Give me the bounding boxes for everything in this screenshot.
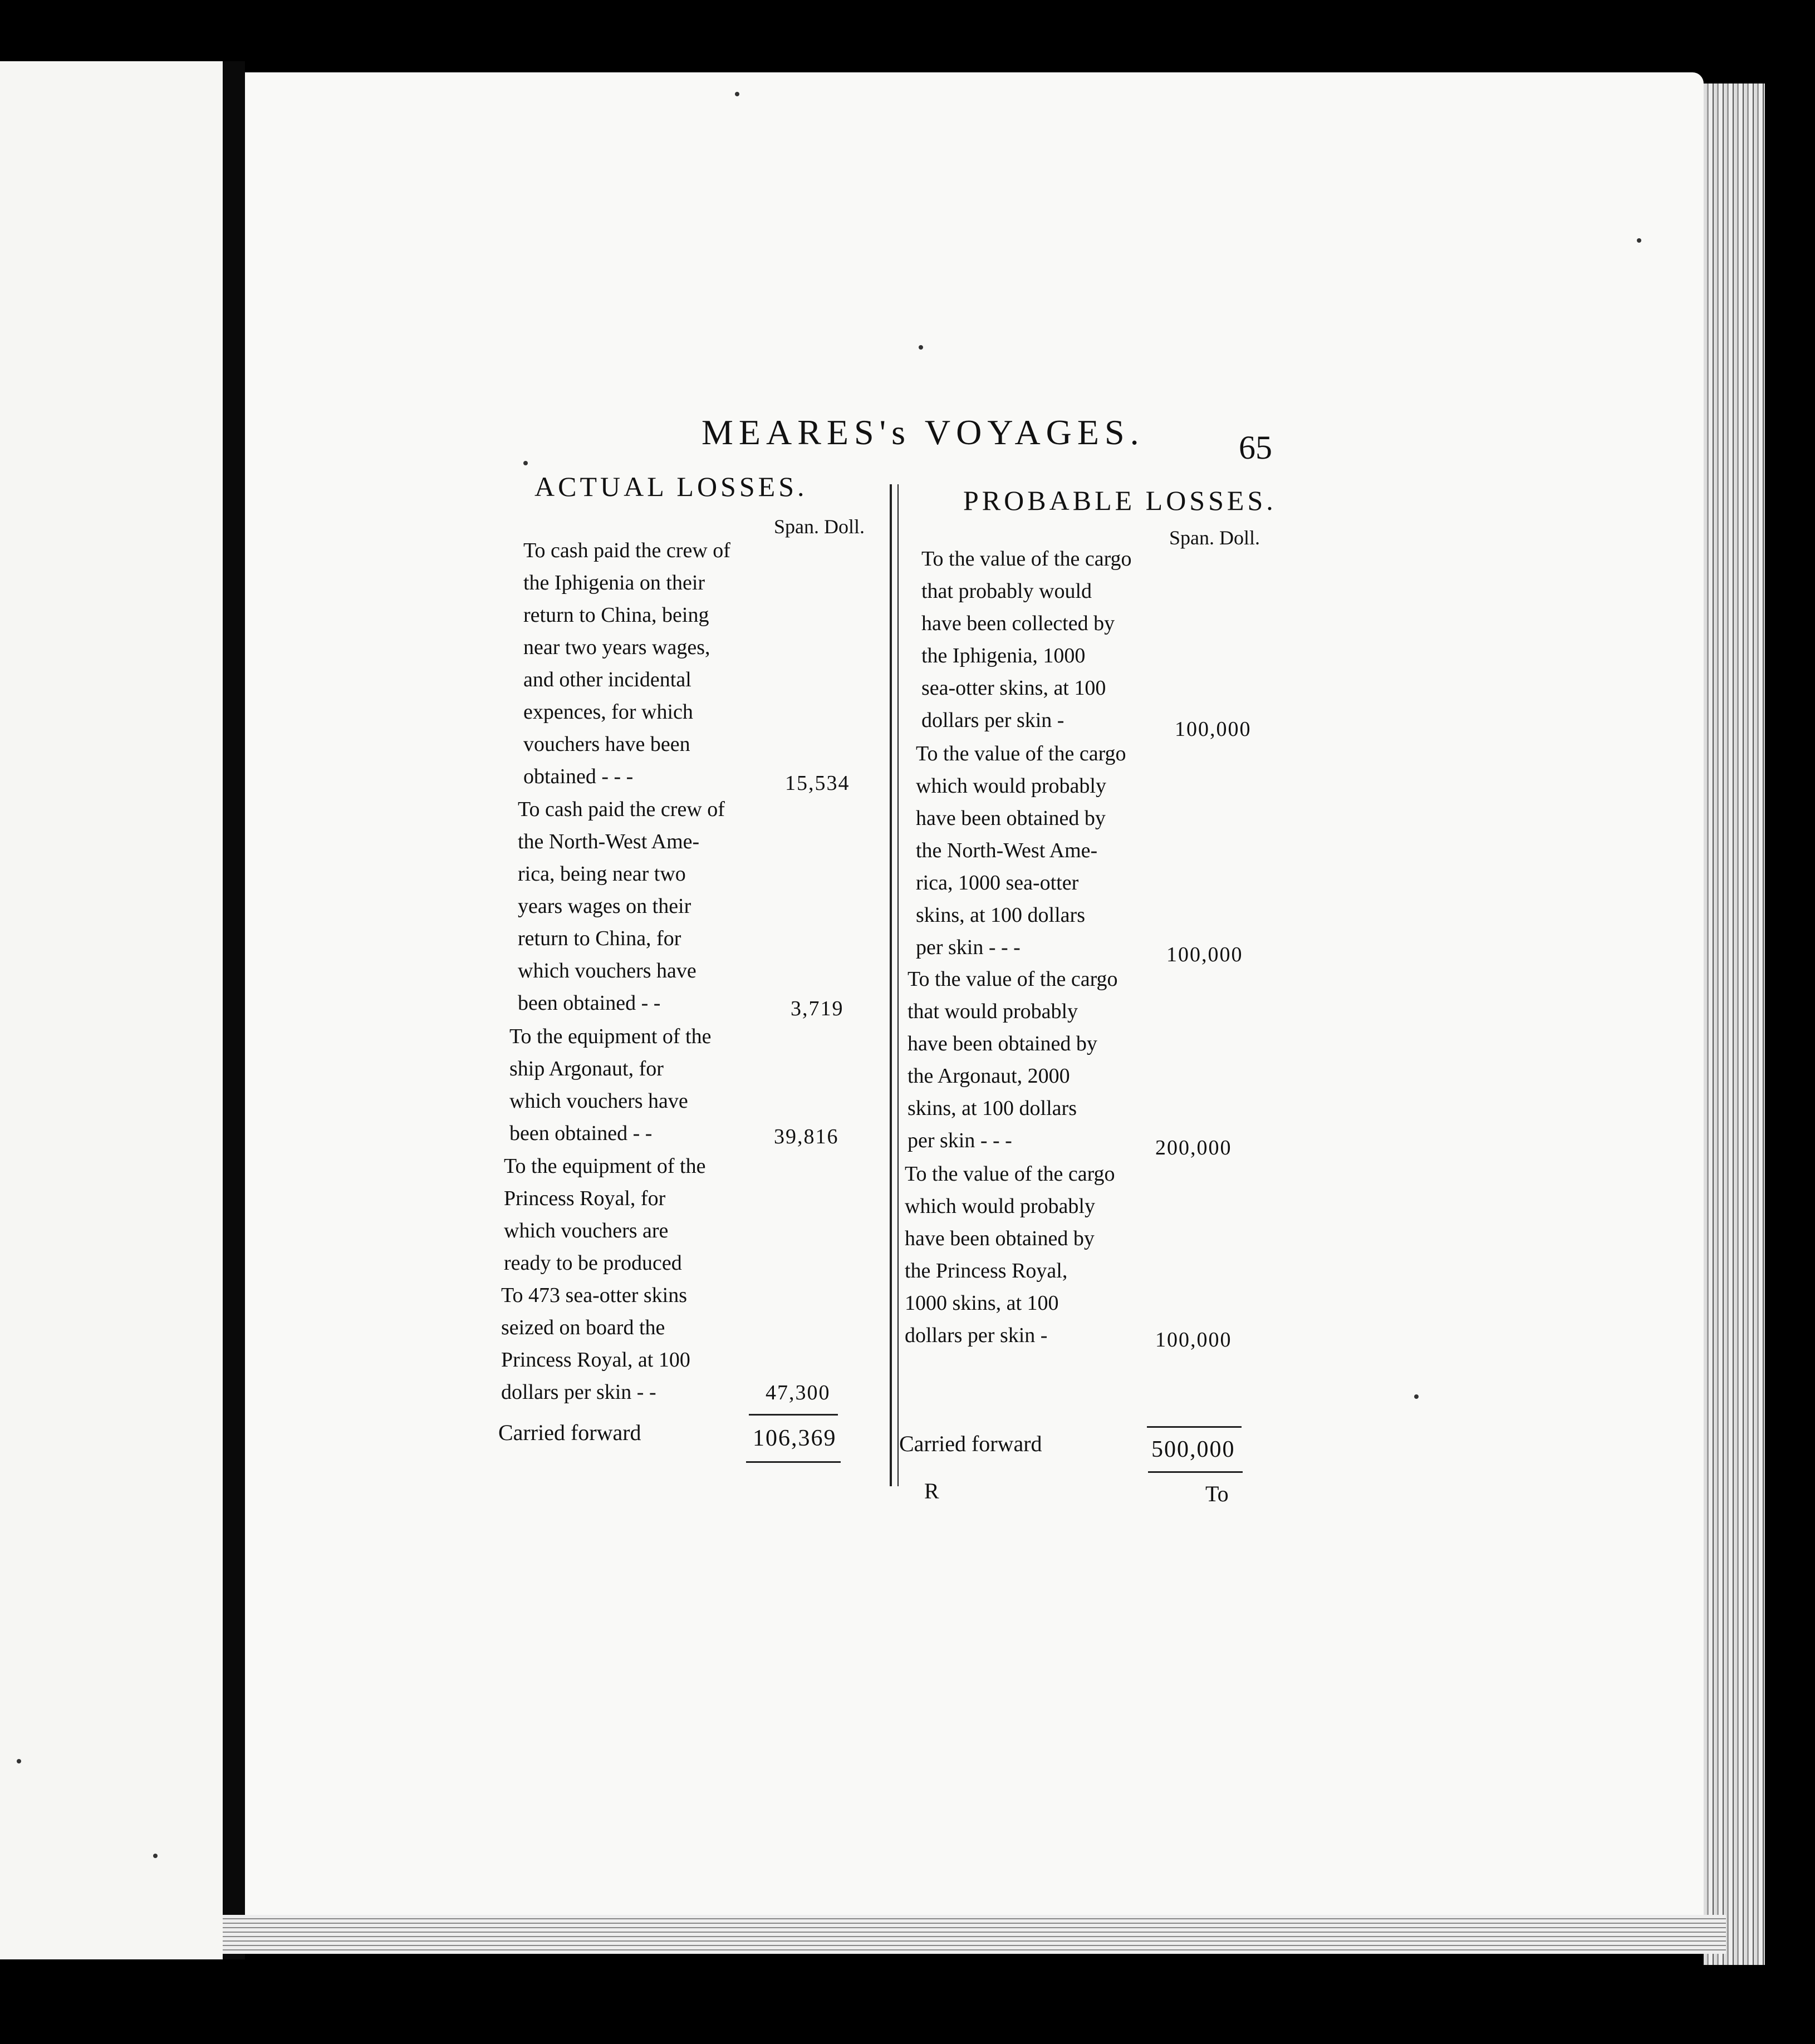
actual-total: 106,369 — [753, 1426, 837, 1451]
entry-line: the Argonaut, 2000 — [908, 1064, 1070, 1088]
probable-amount: 100,000 — [1155, 1328, 1232, 1352]
entry-line: dollars per skin - - — [501, 1380, 656, 1404]
entry-line: expences, for which — [523, 700, 693, 724]
entry-line: return to China, being — [523, 603, 709, 627]
entry-line: have been obtained by — [905, 1227, 1095, 1250]
entry-line: the Iphigenia on their — [523, 571, 705, 594]
entry-line: To cash paid the crew of — [518, 798, 725, 821]
probable-total: 500,000 — [1151, 1437, 1235, 1462]
actual-entry — [509, 1020, 760, 1149]
actual-losses-heading: ACTUAL LOSSES. — [534, 471, 808, 502]
actual-total-rule-top — [749, 1414, 838, 1416]
probable-losses-heading: PROBABLE LOSSES. — [963, 485, 1277, 516]
probable-amount: 100,000 — [1166, 943, 1243, 966]
entry-line: dollars per skin - — [921, 709, 1065, 732]
entry-line: dollars per skin - — [905, 1324, 1048, 1347]
entry-line: skins, at 100 dollars — [916, 903, 1085, 927]
entry-line: rica, being near two — [518, 862, 686, 886]
entry-line: that probably would — [921, 579, 1092, 603]
entry-line: which would probably — [916, 774, 1106, 798]
probable-total-rule-top — [1147, 1426, 1242, 1428]
actual-entry — [523, 534, 774, 793]
entry-line: been obtained - - — [518, 991, 661, 1015]
actual-amount: 3,719 — [791, 997, 844, 1020]
probable-amount: 200,000 — [1155, 1136, 1232, 1159]
entry-line: To cash paid the crew of — [523, 539, 730, 562]
entry-line: have been obtained by — [916, 807, 1106, 830]
page-edges-bottom — [223, 1915, 1726, 1954]
paper-speck — [1414, 1394, 1419, 1399]
entry-line: ship Argonaut, for — [509, 1057, 664, 1080]
entry-line: vouchers have been — [523, 733, 690, 756]
page-edges-right — [1704, 83, 1765, 1965]
actual-amount: 39,816 — [774, 1125, 839, 1148]
entry-line: the North-West Ame- — [916, 839, 1098, 862]
entry-line: return to China, for — [518, 927, 681, 950]
probable-entry — [908, 963, 1158, 1157]
entry-line: which would probably — [905, 1195, 1095, 1218]
entry-line: To 473 sea-otter skins — [501, 1284, 688, 1307]
entry-line: To the value of the cargo — [908, 967, 1118, 991]
entry-line: Princess Royal, at 100 — [501, 1348, 690, 1372]
running-title — [702, 412, 1145, 453]
entry-line: the Iphigenia, 1000 — [921, 644, 1086, 667]
entry-line: near two years wages, — [523, 636, 710, 659]
entry-line: which vouchers have — [509, 1089, 688, 1113]
catchword: To — [1205, 1481, 1229, 1506]
entry-line: which vouchers have — [518, 959, 696, 982]
paper-speck — [1637, 238, 1641, 243]
probable-entry — [905, 1158, 1155, 1352]
actual-unit-label: Span. Doll. — [774, 515, 865, 538]
entry-line: and other incidental — [523, 668, 691, 691]
title-tail: VOYAGES. — [924, 412, 1145, 452]
entry-line: obtained - - - — [523, 765, 634, 788]
entry-line: To the value of the cargo — [921, 547, 1132, 571]
paper-speck — [919, 345, 923, 350]
paper-speck — [523, 461, 528, 465]
actual-amount: 47,300 — [766, 1381, 831, 1404]
actual-entry — [518, 793, 768, 1019]
entry-line: have been obtained by — [908, 1032, 1097, 1055]
entry-line: have been collected by — [921, 612, 1115, 635]
entry-line: per skin - - - — [908, 1129, 1012, 1152]
actual-entry — [501, 1279, 752, 1408]
actual-carried-forward-label: Carried forward — [498, 1420, 641, 1445]
entry-line: been obtained - - — [509, 1122, 653, 1145]
probable-carried-forward-label: Carried forward — [899, 1431, 1042, 1456]
entry-line: To the equipment of the — [509, 1025, 712, 1048]
actual-entry — [504, 1150, 754, 1279]
signature-mark: R — [924, 1478, 939, 1503]
entry-line: sea-otter skins, at 100 — [921, 676, 1106, 700]
page-number: 65 — [1239, 429, 1272, 466]
entry-line: ready to be produced — [504, 1251, 682, 1275]
probable-amount: 100,000 — [1175, 718, 1252, 741]
entry-line: To the value of the cargo — [916, 742, 1126, 765]
entry-line: To the value of the cargo — [905, 1162, 1115, 1186]
entry-line: skins, at 100 dollars — [908, 1097, 1077, 1120]
entry-line: the North-West Ame- — [518, 830, 700, 853]
probable-entry — [916, 738, 1166, 964]
entry-line: Princess Royal, for — [504, 1187, 666, 1210]
actual-amount: 15,534 — [785, 772, 850, 795]
paper-speck — [17, 1759, 21, 1763]
entry-line: rica, 1000 sea-otter — [916, 871, 1079, 895]
entry-line: To the equipment of the — [504, 1154, 706, 1178]
entry-line: per skin - - - — [916, 936, 1021, 959]
title-main: MEARES's — [702, 412, 911, 452]
entry-line: 1000 skins, at 100 — [905, 1291, 1059, 1315]
paper-speck — [735, 92, 739, 96]
probable-unit-label: Span. Doll. — [1169, 527, 1260, 549]
actual-total-rule-bottom — [746, 1461, 841, 1463]
book-gutter — [223, 61, 245, 1959]
column-divider — [890, 484, 892, 1486]
facing-page — [0, 61, 223, 1959]
paper-speck — [153, 1854, 158, 1858]
probable-entry — [921, 543, 1172, 736]
entry-line: the Princess Royal, — [905, 1259, 1068, 1283]
entry-line: years wages on their — [518, 895, 691, 918]
probable-total-rule-bottom — [1148, 1471, 1243, 1473]
column-divider-inner — [897, 484, 899, 1486]
entry-line: that would probably — [908, 1000, 1078, 1023]
entry-line: seized on board the — [501, 1316, 665, 1339]
entry-line: which vouchers are — [504, 1219, 669, 1242]
